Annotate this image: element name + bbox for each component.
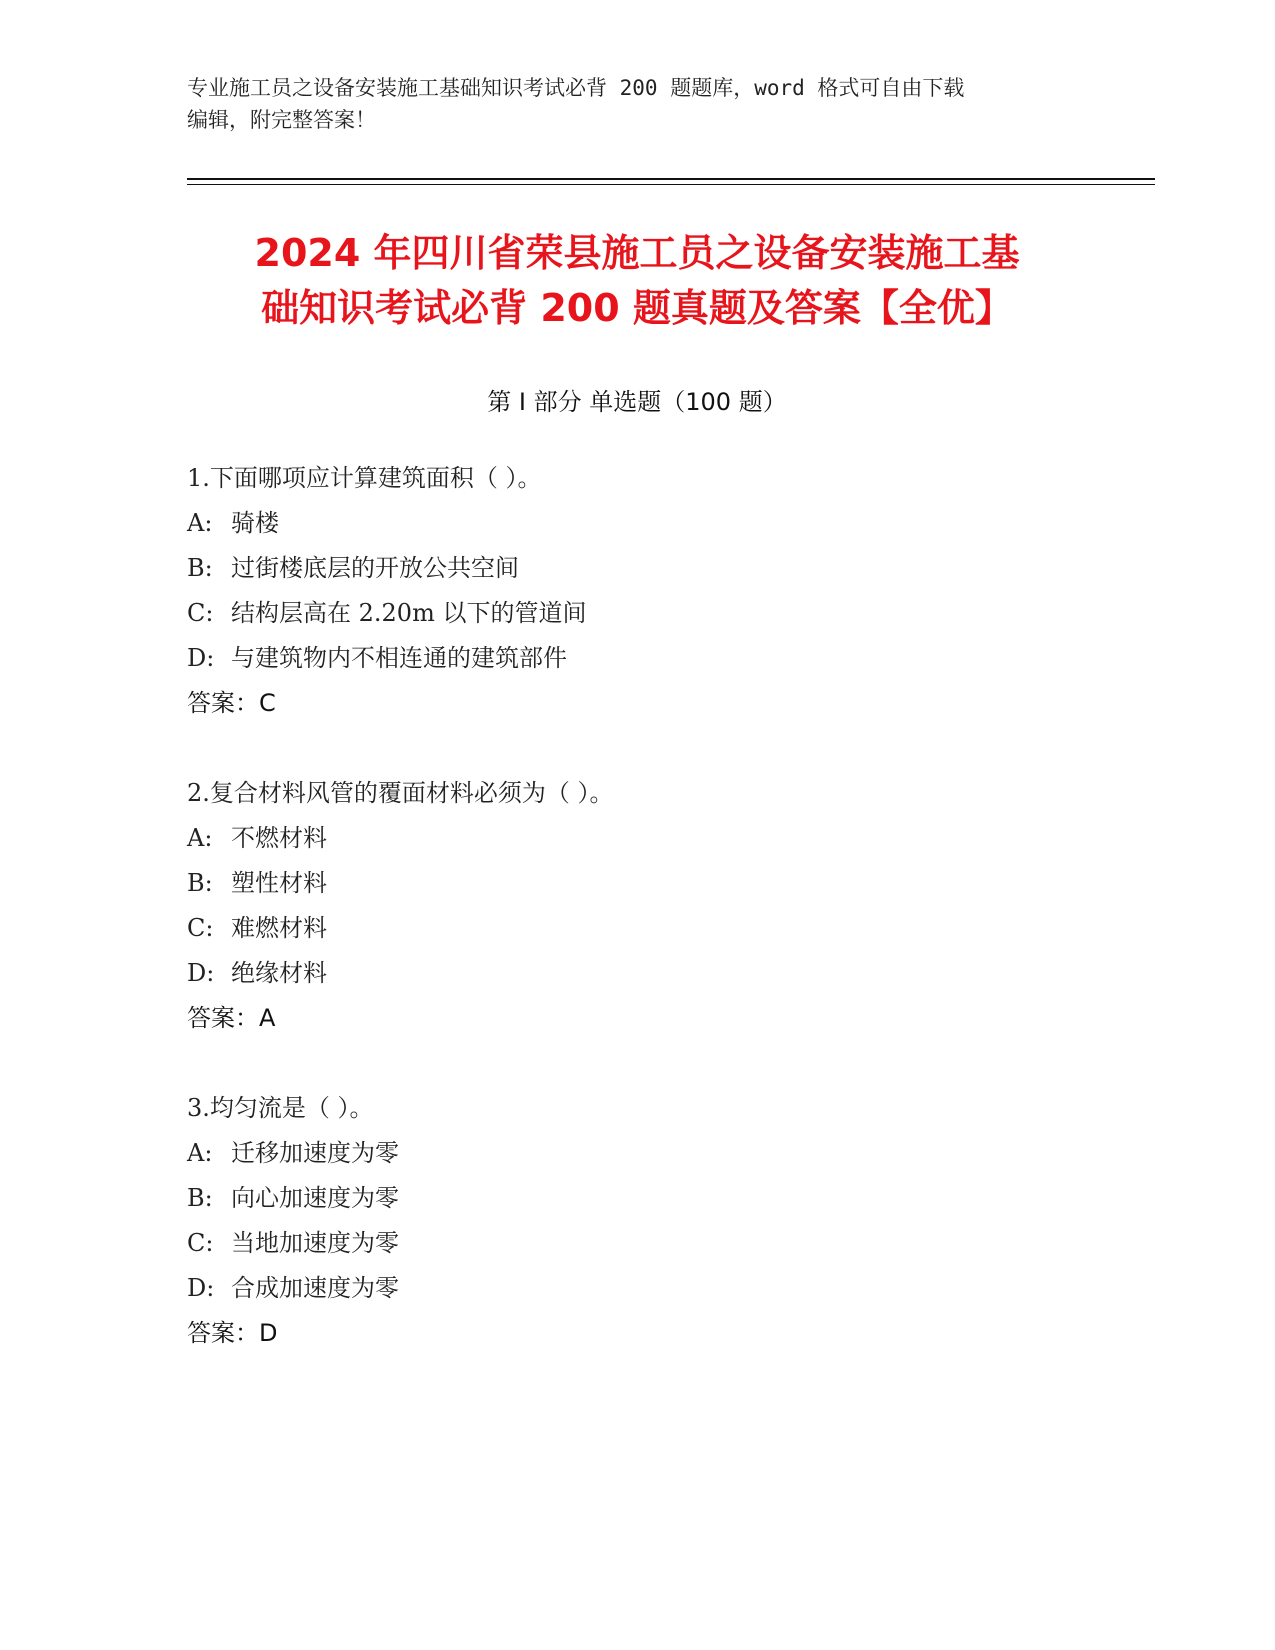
option-c <box>187 906 1087 951</box>
option-c <box>187 591 1087 636</box>
option-prefix: D: <box>187 1274 215 1302</box>
section-title: 第 I 部分 单选题（100 题） <box>487 388 787 416</box>
option-text: 当地加速度为零 <box>231 1229 399 1257</box>
question-block <box>187 1086 1087 1356</box>
option-prefix: B: <box>187 869 213 897</box>
option-text: 骑楼 <box>231 509 279 537</box>
document-title-line-2: 础知识考试必背 200 题真题及答案【全优】 <box>261 286 1013 330</box>
document-title <box>187 226 1087 336</box>
question-stem: 3.均匀流是（ ）。 <box>187 1094 374 1122</box>
option-text: 向心加速度为零 <box>231 1184 399 1212</box>
option-d <box>187 1266 1087 1311</box>
option-prefix: C: <box>187 914 214 942</box>
option-a <box>187 816 1087 861</box>
option-prefix: D: <box>187 959 215 987</box>
option-prefix: C: <box>187 1229 214 1257</box>
header-note-line-1: 专业施工员之设备安装施工基础知识考试必背 200 题题库，word 格式可自由下载 <box>187 76 965 100</box>
option-a <box>187 501 1087 546</box>
option-text: 与建筑物内不相连通的建筑部件 <box>231 644 567 672</box>
option-b <box>187 546 1087 591</box>
option-d <box>187 951 1087 996</box>
option-d <box>187 636 1087 681</box>
header-divider-thick <box>187 178 1155 180</box>
option-text: 结构层高在 2.20m 以下的管道间 <box>231 599 587 627</box>
option-prefix: B: <box>187 554 213 582</box>
option-text: 塑性材料 <box>231 869 327 897</box>
option-text: 迁移加速度为零 <box>231 1139 399 1167</box>
header-note-line-2: 编辑，附完整答案！ <box>187 108 376 132</box>
option-a <box>187 1131 1087 1176</box>
question-block <box>187 456 1087 726</box>
option-prefix: A: <box>187 824 213 852</box>
answer-line: 答案：A <box>187 1004 276 1032</box>
question-stem: 1.下面哪项应计算建筑面积（ ）。 <box>187 464 542 492</box>
answer-line: 答案：D <box>187 1319 278 1347</box>
option-prefix: D: <box>187 644 215 672</box>
option-text: 绝缘材料 <box>231 959 327 987</box>
option-c <box>187 1221 1087 1266</box>
question-stem: 2.复合材料风管的覆面材料必须为（ ）。 <box>187 779 614 807</box>
option-text: 不燃材料 <box>231 824 327 852</box>
option-text: 难燃材料 <box>231 914 327 942</box>
answer-line: 答案：C <box>187 689 276 717</box>
option-prefix: A: <box>187 1139 213 1167</box>
option-b <box>187 861 1087 906</box>
header-note <box>187 72 1087 136</box>
option-text: 合成加速度为零 <box>231 1274 399 1302</box>
option-prefix: A: <box>187 509 213 537</box>
document-title-line-1: 2024 年四川省荣县施工员之设备安装施工基 <box>254 231 1020 275</box>
option-prefix: B: <box>187 1184 213 1212</box>
option-prefix: C: <box>187 599 214 627</box>
header-divider-thin <box>187 184 1155 185</box>
question-block <box>187 771 1087 1041</box>
option-b <box>187 1176 1087 1221</box>
option-text: 过街楼底层的开放公共空间 <box>231 554 519 582</box>
